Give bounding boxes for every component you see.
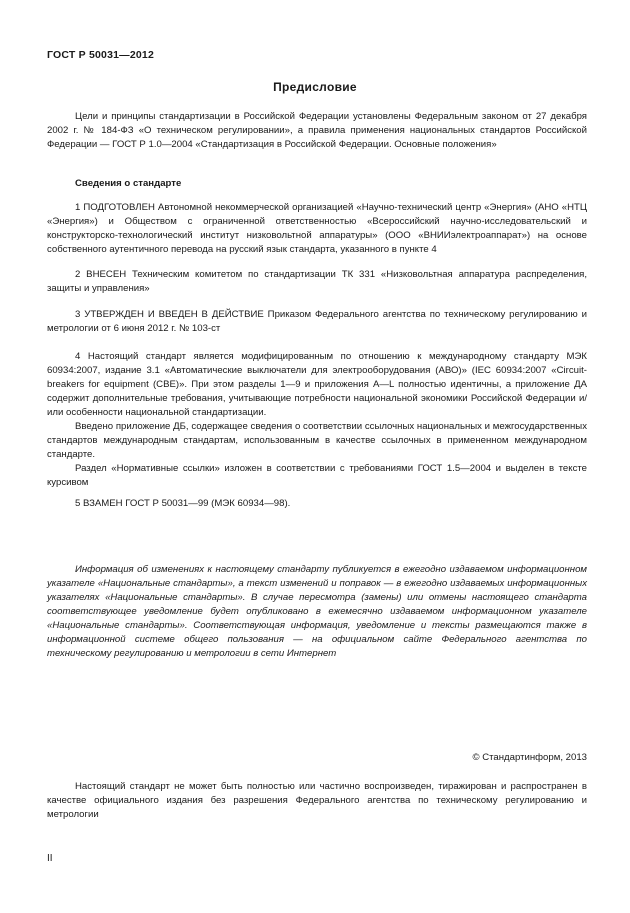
info-notice-block	[47, 563, 587, 661]
item-3-paragraph: 3 УТВЕРЖДЕН И ВВЕДЕН В ДЕЙСТВИЕ Приказом Федерального агентства по техническому регулированию и метрологии от 6 июня 2012 г. № 103-ст	[47, 309, 587, 334]
info-notice-paragraph: Информация об изменениях к настоящему стандарту публикуется в ежегодно издаваемом информационном указателе «Национальные стандарты», а текст изменений и поправок — в ежегодно издаваемых информационных указателях «Национальные стандарты». В случае пересмотра (замены) или отмены настоящего стандарта соответствующее уведомление будет опубликовано в ежемесячно издаваемом информационном указателе «Национальные стандарты». Соответствующая информация, уведомление и тексты размещаются также в информационной системе общего пользования — на официальном сайте Федерального агентства по техническому регулированию и метрологии в сети Интернет	[47, 564, 587, 659]
page-number: II	[47, 853, 53, 864]
item-5-block	[47, 497, 587, 511]
item-4-block	[47, 350, 587, 490]
item-4-paragraph-1: 4 Настоящий стандарт является модифицированным по отношению к международному стандарту МЭК 60934:2007, издание 3.1 «Автоматические выключатели для электрооборудования (АВО)» (IEC 60934:2007 «Circuit-breakers for equipment (CBE)». При этом разделы 1—9 и приложения А—L полностью идентичны, а приложение ДА содержит дополнительные требования, учитывающие потребности национальной экономики Российской Федерации и/или особенности национальной стандартизации.	[47, 351, 587, 418]
intro-paragraph: Цели и принципы стандартизации в Российской Федерации установлены Федеральным законом от 27 декабря 2002 г. № 184-ФЗ «О техническом регулировании», а правила применения национальных стандартов Российской Федерации — ГОСТ Р 1.0—2004 «Стандартизация в Российской Федерации. Основные положения»	[47, 111, 587, 150]
section-heading: Сведения о стандарте	[75, 178, 182, 189]
copyright-text: © Стандартинформ, 2013	[472, 752, 587, 763]
intro-block	[47, 110, 587, 152]
document-code: ГОСТ Р 50031—2012	[47, 49, 155, 61]
reproduction-notice-paragraph: Настоящий стандарт не может быть полностью или частично воспроизведен, тиражирован и распространен в качестве официального издания без разрешения Федерального агентства по техническому регулированию и метрологии	[47, 781, 587, 820]
item-4-paragraph-3: Раздел «Нормативные ссылки» изложен в соответствии с требованиями ГОСТ 1.5—2004 и выделен в тексте курсивом	[47, 463, 587, 488]
item-2-paragraph: 2 ВНЕСЕН Техническим комитетом по стандартизации ТК 331 «Низковольтная аппаратура распределения, защиты и управления»	[47, 269, 587, 294]
item-4-paragraph-2: Введено приложение ДБ, содержащее сведения о соответствии ссылочных национальных и межгосударственных стандартов международным стандартам, использованным в качестве ссылочных в примененном международном стандарте.	[47, 421, 587, 460]
copyright-block	[47, 751, 587, 765]
item-5-paragraph: 5 ВЗАМЕН ГОСТ Р 50031—99 (МЭК 60934—98).	[75, 498, 291, 509]
reproduction-notice-block	[47, 780, 587, 822]
about-heading-block	[47, 177, 587, 191]
item-1-paragraph: 1 ПОДГОТОВЛЕН Автономной некоммерческой организацией «Научно-технический центр «Энергия» (АНО «НТЦ «Энергия») и Обществом с ограниченной ответственностью «Всероссийский научно-исследовательский и конструкторско-технологический институт низковольтной аппаратуры» (ООО «ВНИИэлектроаппарат») на основе собственного аутентичного перевода на русский язык стандарта, указанного в пункте 4	[47, 202, 587, 255]
item-3-block	[47, 308, 587, 336]
page-title: Предисловие	[273, 80, 357, 94]
item-2-block	[47, 268, 587, 296]
item-1-block	[47, 201, 587, 257]
